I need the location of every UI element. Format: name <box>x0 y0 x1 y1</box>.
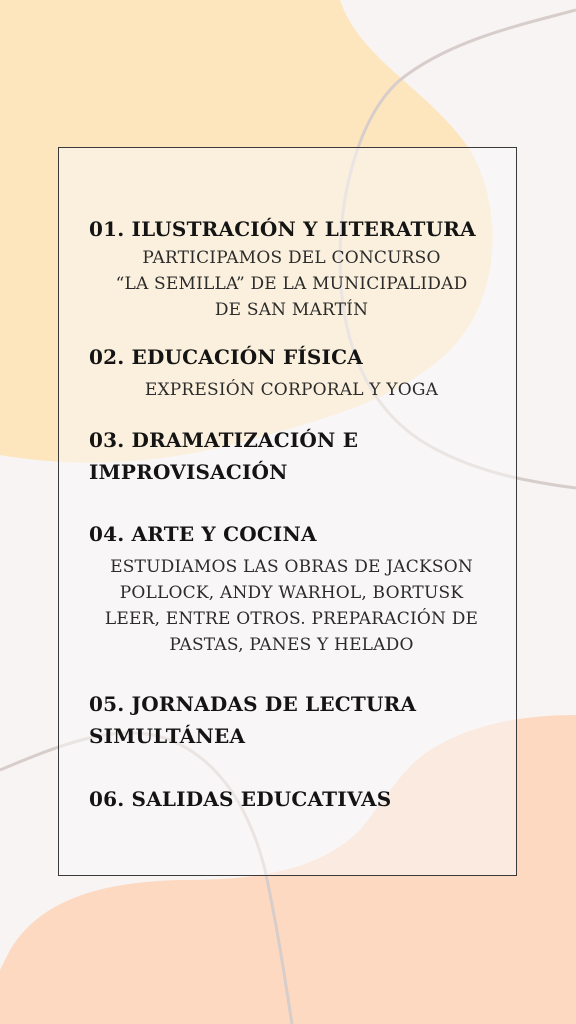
section-description-line: PASTAS, PANES Y HELADO <box>169 635 414 655</box>
section-ilustracion-literatura <box>89 213 494 323</box>
section-description-line: DE SAN MARTÍN <box>214 300 369 320</box>
section-description-line: “LA SEMILLA” DE LA MUNICIPALIDAD <box>115 274 468 294</box>
section-salidas-educativas <box>89 783 494 815</box>
section-description-line: ESTUDIAMOS LAS OBRAS DE JACKSON <box>110 557 473 577</box>
section-description-line: EXPRESIÓN CORPORAL Y YOGA <box>144 380 439 400</box>
section-heading-line: IMPROVISACIÓN <box>89 460 288 484</box>
section-heading: 01. ILUSTRACIÓN Y LITERATURA <box>89 217 476 241</box>
section-description-line: POLLOCK, ANDY WARHOL, BORTUSK <box>119 583 464 603</box>
content-card <box>58 147 517 876</box>
section-description-line: LEER, ENTRE OTROS. PREPARACIÓN DE <box>104 609 479 629</box>
section-heading: 02. EDUCACIÓN FÍSICA <box>89 345 363 369</box>
section-heading-line: SIMULTÁNEA <box>89 724 246 748</box>
section-arte-cocina <box>89 518 494 658</box>
section-description-line: PARTICIPAMOS DEL CONCURSO <box>142 248 441 268</box>
section-jornadas-lectura <box>89 688 494 752</box>
section-heading-line: 03. DRAMATIZACIÓN E <box>89 428 359 452</box>
section-heading: 06. SALIDAS EDUCATIVAS <box>89 787 392 811</box>
section-educacion-fisica <box>89 341 494 403</box>
section-dramatizacion <box>89 424 494 488</box>
section-heading: 04. ARTE Y COCINA <box>89 522 317 546</box>
section-heading-line: 05. JORNADAS DE LECTURA <box>89 692 417 716</box>
